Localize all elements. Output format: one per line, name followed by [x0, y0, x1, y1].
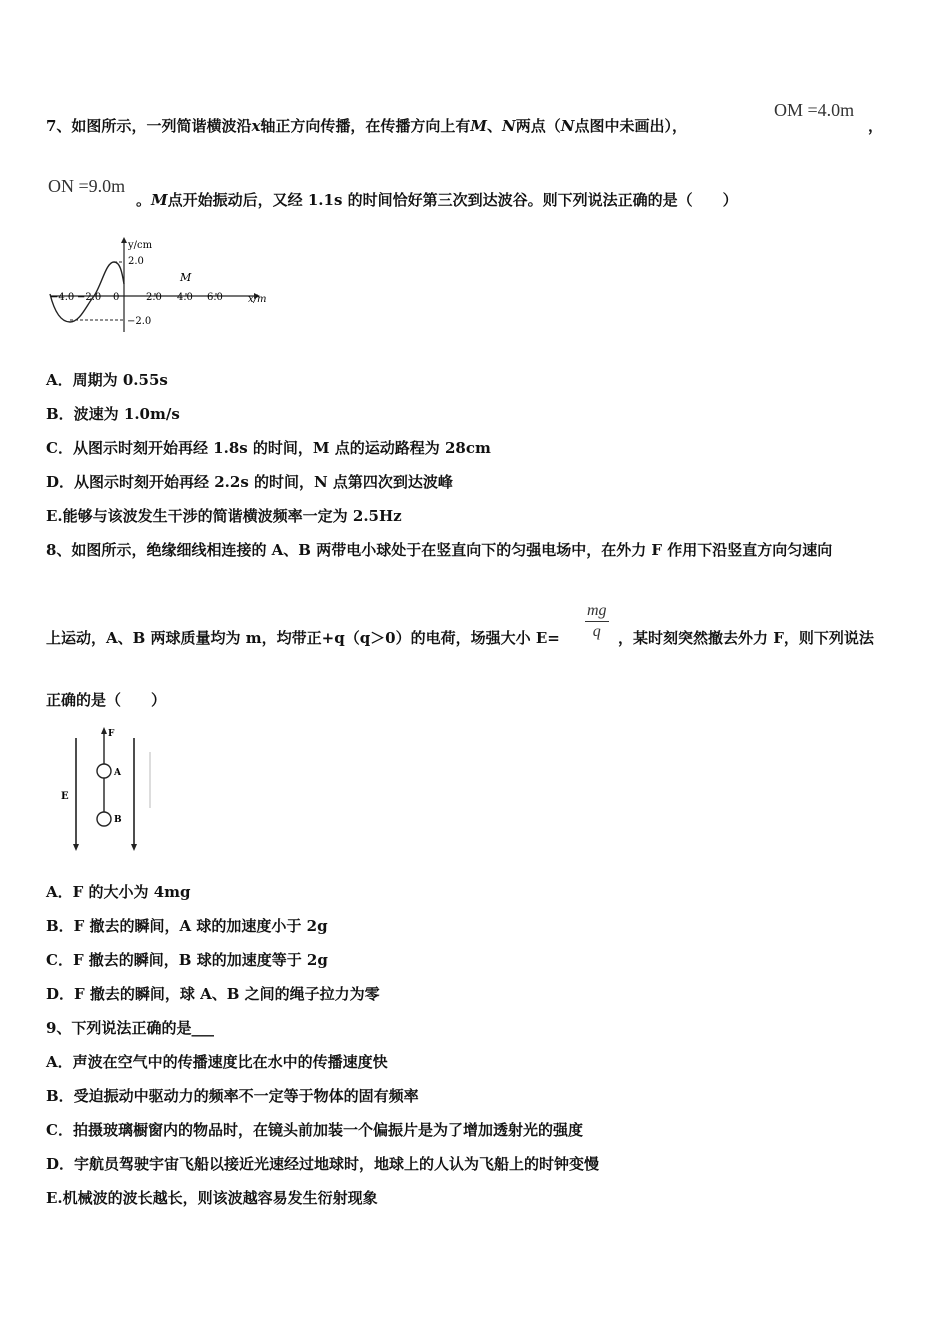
x-tick-label: 6.0 — [207, 292, 223, 303]
ball-b-label: B — [114, 815, 122, 825]
q9-option-e: E.机械波的波长越长，则该波越容易发生衍射现象 — [46, 1189, 378, 1207]
q9-option-d: D．宇航员驾驶宇宙飞船以接近光速经过地球时，地球上的人认为飞船上的时钟变慢 — [46, 1155, 600, 1173]
q8-stem-line3: 正确的是（ ） — [46, 691, 167, 709]
q8-stem-line2b: ，某时刻突然撤去外力 F，则下列说法 — [618, 629, 874, 647]
q7-option-e: E.能够与该波发生干涉的简谐横波频率一定为 2.5Hz — [46, 507, 402, 525]
y-bottom-label: −2.0 — [127, 316, 152, 327]
field-arrow-right — [131, 844, 137, 851]
field-arrow-left — [73, 844, 79, 851]
q8-option-b: B．F 撤去的瞬间，A 球的加速度小于 2g — [46, 917, 328, 935]
y-top-label: 2.0 — [128, 256, 144, 267]
x-tick-label: −4.0 — [50, 292, 75, 303]
ball-b — [97, 812, 111, 826]
q8-option-d: D．F 撤去的瞬间，球 A、B 之间的绳子拉力为零 — [46, 985, 380, 1003]
field-figure — [56, 724, 166, 854]
q9-option-b: B．受迫振动中驱动力的频率不一定等于物体的固有频率 — [46, 1087, 419, 1105]
x-tick-label: −2.0 — [77, 292, 102, 303]
ball-a-label: A — [114, 768, 121, 778]
q8-option-a: A．F 的大小为 4mg — [46, 883, 191, 901]
x-tick-label: 4.0 — [177, 292, 193, 303]
q7-option-b: B．波速为 1.0m/s — [46, 405, 180, 423]
fraction-numerator: mg — [587, 602, 607, 619]
point-m-label: M — [180, 271, 192, 284]
q7-stem-line2: 。M点开始振动后，又经 1.1s 的时间恰好第三次到达波谷。则下列说法正确的是（ ） — [136, 191, 738, 209]
q9-stem: 9、下列说法正确的是___ — [46, 1019, 214, 1037]
q8-stem-line1: 8、如图所示，绝缘细线相连接的 A、B 两带电小球处于在竖直向下的匀强电场中，在外力 F 作用下沿竖直方向匀速向 — [46, 541, 833, 559]
force-arrow — [101, 727, 107, 734]
field-fraction — [585, 602, 609, 641]
field-e-label: E — [61, 791, 69, 802]
q9-option-a: A．声波在空气中的传播速度比在水中的传播速度快 — [46, 1053, 388, 1071]
y-axis-arrow — [121, 237, 127, 243]
q7-option-d: D．从图示时刻开始再经 2.2s 的时间，N 点第四次到达波峰 — [46, 473, 453, 491]
y-axis-label: y/cm — [128, 240, 153, 251]
q7-stem-line1: 7、如图所示，一列简谐横波沿x轴正方向传播，在传播方向上有M、N两点（N点图中未画出）， — [46, 117, 688, 135]
q8-option-c: C．F 撤去的瞬间，B 球的加速度等于 2g — [46, 951, 328, 969]
on-formula: ON =9.0m — [48, 176, 126, 196]
force-f-label: F — [108, 729, 115, 739]
q7-option-a: A．周期为 0.55s — [46, 371, 168, 389]
q8-stem-line2a: 上运动，A、B 两球质量均为 m，均带正+q（q＞0）的电荷，场强大小 E= — [46, 629, 560, 647]
om-formula: OM =4.0m — [774, 100, 855, 120]
x-tick-label: 2.0 — [146, 292, 162, 303]
fraction-bar — [585, 621, 609, 622]
q7-option-c: C．从图示时刻开始再经 1.8s 的时间，M 点的运动路程为 28cm — [46, 439, 491, 457]
x-axis-label: x/m — [248, 294, 267, 305]
x-tick-label: 0 — [113, 292, 120, 303]
q7-comma: ， — [868, 117, 884, 135]
wave-figure — [44, 234, 280, 334]
q9-option-c: C．拍摄玻璃橱窗内的物品时，在镜头前加装一个偏振片是为了增加透射光的强度 — [46, 1121, 583, 1139]
fraction-denominator: q — [592, 623, 601, 640]
ball-a — [97, 764, 111, 778]
